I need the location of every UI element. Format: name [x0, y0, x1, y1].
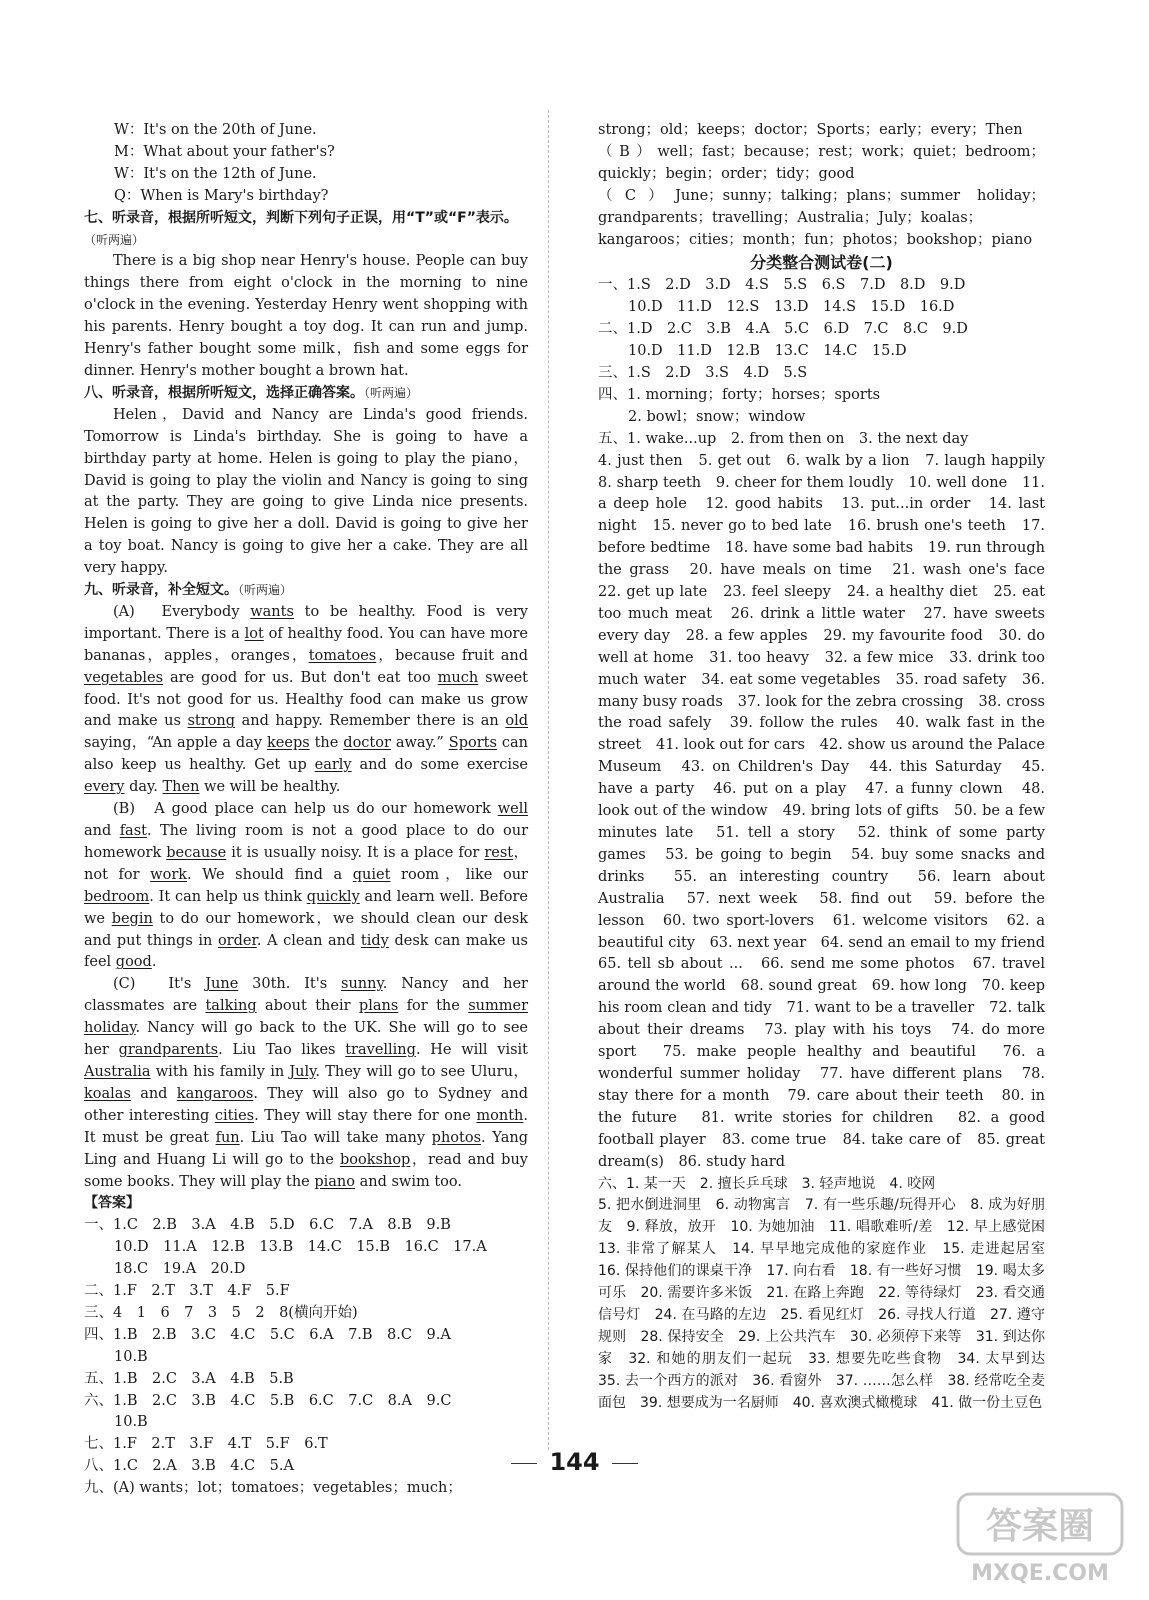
q9-answer-line: （B）well；fast；because；rest；work；quiet；bedroom；quickly；begin；order；tidy；good [598, 143, 1045, 182]
q9-passage-c: (C) It's June 30th. It's sunny. Nancy and her classmates are talking about their plans for the summer holiday. Nancy will go back to the UK. She will go to see her grandparents. Liu Tao likes travelling. He will visit Australia with his family in July. They will go to see Uluru，koalas and kangaroos. They will also go to Sydney and other interesting cities. They will stay there for one month. It must be great fun. Liu Tao will take many photos. Yang Ling and Huang Li will go to the bookshop，read and buy some books. They will play the piano and swim too. [84, 976, 529, 1190]
answer-row: 三、4 1 6 7 3 5 2 8(横向开始) [84, 1304, 358, 1321]
column-divider [548, 110, 549, 1450]
svg-text:MXQE.COM: MXQE.COM [971, 1561, 1109, 1586]
dialogue-line: M：What about your father's? [114, 143, 335, 160]
q5-answers: 4. just then 5. get out 6. walk by a lion 7. laugh happily 8. sharp teeth 9. cheer for them loudly 10. well done 11. a deep hole 12. good habits 13. put...in order 14. last night 15. never go to bed late 16. brush one's teeth 17. before bedtime 18. have some bad habits 19. run through the grass 20. have meals on time 21. wash one's face 22. get up late 23. feel sleepy 24. a healthy diet 25. eat too much meat 26. drink a little water 27. have sweets every day 28. a few apples 29. my favourite food 30. do well at home 31. too heavy 32. a few mice 33. drink too much water 34. eat some vegetables 35. road safety 36. many busy roads 37. look for the zebra crossing 38. cross the road safely 39. follow the rules 40. walk fast in the street 41. look out for cars 42. show us around the Palace Museum 43. on Children's Day 44. this Saturday 45. have a party 46. put on a play 47. a funny clown 48. look out of the window 49. bring lots of gifts 50. be a few minutes late 51. tell a story 52. think of some party games 53. be going to begin 54. buy some snacks and drinks 55. an interesting country 56. learn about Australia 57. next week 58. find out 59. before the lesson 60. two sport-lovers 61. welcome visitors 62. a beautiful city 63. next year 64. send an email to my friend 65. tell sb about ... 66. send me some photos 67. travel around the world 68. sound great 69. how long 70. keep his room clean and tidy 71. want to be a traveller 72. talk about their dreams 73. play with his toys 74. do more sport 75. make people healthy and beautiful 76. a wonderful summer holiday 77. have different plans 78. stay there for a month 79. care about their teeth 80. in the future 81. write stories for children 82. a good football player 83. come true 84. take care of 85. great dream(s) 86. study hard [598, 452, 1060, 1170]
answer-row: 六、1. 某一天 2. 擅长乒乓球 3. 轻声地说 4. 咬网 [598, 1175, 936, 1192]
right-column [598, 120, 1060, 1414]
page-number: 144 [0, 1452, 1149, 1474]
answer-row: 四、1. morning；forty；horses；sports [598, 386, 881, 403]
q8-heading: 八、听录音，根据所听短文，选择正确答案。（听两遍） [84, 384, 419, 401]
q9-heading: 九、听录音，补全短文。（听两遍） [84, 582, 293, 599]
answer-row: 一、1.C 2.B 3.A 4.B 5.D 6.C 7.A 8.B 9.B [84, 1217, 451, 1234]
answer-row: 2. bowl；snow；window [628, 408, 806, 425]
q9-passage-b: (B) A good place can help us do our homework well and fast. The living room is not a good place to do our homework because it is usually noisy. It is a place for rest，not for work. We should find a quiet room，like our bedroom. It can help us think quickly and learn well. Before we begin to do our homework，we should clean our desk and put things in order. A clean and tidy desk can make us feel good. [84, 801, 529, 971]
answer-row: 10.D 11.A 12.B 13.B 14.C 15.B 16.C 17.A [114, 1239, 487, 1256]
watermark-logo [950, 1488, 1130, 1588]
dialogue-line: W：It's on the 20th of June. [114, 122, 317, 138]
answer-row: 10.D 11.D 12.B 13.C 14.C 15.D [628, 343, 907, 360]
dash-left [511, 1463, 537, 1464]
answer-row: 三、1.S 2.D 3.S 4.D 5.S [598, 364, 808, 381]
answer-row: 五、1. wake...up 2. from then on 3. the next day [598, 430, 969, 447]
answer-block-1 [84, 1215, 528, 1281]
q9-answer-line: （C）June；sunny；talking；plans；summer holiday；grandparents；travelling；Australia；July；koalas；kangaroos；cities；month；fun；photos；bookshop；piano [598, 187, 1045, 248]
section-title: 分类整合测试卷(二) [750, 253, 893, 273]
answer-row: 二、1.F 2.T 3.T 4.F 5.F [84, 1283, 290, 1300]
dialogue-line: Q：When is Mary's birthday? [114, 187, 329, 204]
answer-row: 二、1.D 2.C 3.B 4.A 5.C 6.D 7.C 8.C 9.D [598, 321, 968, 338]
svg-text:答案圈: 答案圈 [985, 1506, 1095, 1547]
left-column [84, 120, 528, 1500]
dialogue-line: W：It's on the 12th of June. [114, 165, 317, 182]
q7-passage: There is a big shop near Henry's house. People can buy things there from eight o'clock in the morning to nine o'clock in the evening. Yesterday Henry went shopping with his parents. Henry bought a toy dog. It can run and jump. Henry's father bought some milk，fish and some eggs for dinner. Henry's mother bought a brown hat. [84, 253, 528, 379]
q9-answer-line: strong；old；keeps；doctor；Sports；early；every；Then [598, 122, 1023, 138]
answer-row: 10.B [114, 1348, 148, 1365]
q8-passage: Helen，David and Nancy are Linda's good friends. Tomorrow is Linda's birthday. She is going to have a birthday party at home. Helen is going to play the piano，David is going to play the violin and Nancy is going to sing at the party. They are going to give Linda nice presents. Helen is going to give her a doll. David is going to give her a toy boat. Nancy is going to give her a cake. They are all very happy. [84, 406, 528, 577]
answer-row: 18.C 19.A 20.D [114, 1261, 246, 1278]
answer-row: 五、1.B 2.C 3.A 4.B 5.B [84, 1370, 294, 1387]
q9-passage-a: (A) Everybody wants to be healthy. Food is very important. There is a lot of healthy food. You can have more bananas，apples，oranges，tomatoes，because fruit and vegetables are good for us. But don't eat too much sweet food. It's not good for us. Healthy food can make us grow and make us strong and happy. Remember there is an old saying，“An apple a day keeps the doctor away.” Sports can also keep us healthy. Get up early and do some exercise every day. Then we will be healthy. [84, 603, 529, 796]
q7-heading: 七、听录音，根据所听短文，判断下列句子正误，用“T”或“F”表示。 （听两遍） [84, 209, 518, 247]
answer-row: 六、1.B 2.C 3.B 4.C 5.B 6.C 7.C 8.A 9.C [84, 1392, 452, 1409]
answer-row: 七、1.F 2.T 3.F 4.T 5.F 6.T [84, 1436, 328, 1453]
answers-label: 【答案】 [84, 1195, 140, 1212]
answer-row: 四、1.B 2.B 3.C 4.C 5.C 6.A 7.B 8.C 9.A [84, 1326, 451, 1343]
answer-row: 10.B [114, 1414, 148, 1431]
answer-row: 九、(A) wants；lot；tomatoes；vegetables；much； [84, 1480, 462, 1497]
answer-row: 一、1.S 2.D 3.D 4.S 5.S 6.S 7.D 8.D 9.D [598, 277, 966, 294]
answer-row: 10.D 11.D 12.S 13.D 14.S 15.D 16.D [628, 299, 955, 316]
q6-answers: 5. 把水倒进洞里 6. 动物寓言 7. 有一些乐趣/玩得开心 8. 成为好朋友 9. 释放，放开 10. 为她加油 11. 唱歌难听/差 12. 早上感觉困 13. 非常了解某人 14. 早早地完成他的家庭作业 15. 走进起居室 16. 保持他们的课桌干净 17. 向右看 18. 有一些好习惯 19. 喝太多可乐 20. 需要许多米饭 21. 在路上奔跑 22. 等待绿灯 23. 看交通信号灯 24. 在马路的左边 25. 看见红灯 26. 寻找人行道 27. 遵守规则 28. 保持安全 29. 上公共汽车 30. 必须停下来等 31. 到达你家 32. 和她的朋友们一起玩 33. 想要先吃些食物 34. 太早到达 35. 去一个西方的派对 36. 看窗外 37. ……怎么样 38. 经常吃全麦面包 39. 想要成为一名厨师 40. 喜欢澳式橄榄球 41. 做一份土豆色 [598, 1197, 1059, 1411]
answer-row: 八、1.C 2.A 3.B 4.C 5.A [84, 1458, 294, 1475]
dash-right [612, 1463, 638, 1464]
